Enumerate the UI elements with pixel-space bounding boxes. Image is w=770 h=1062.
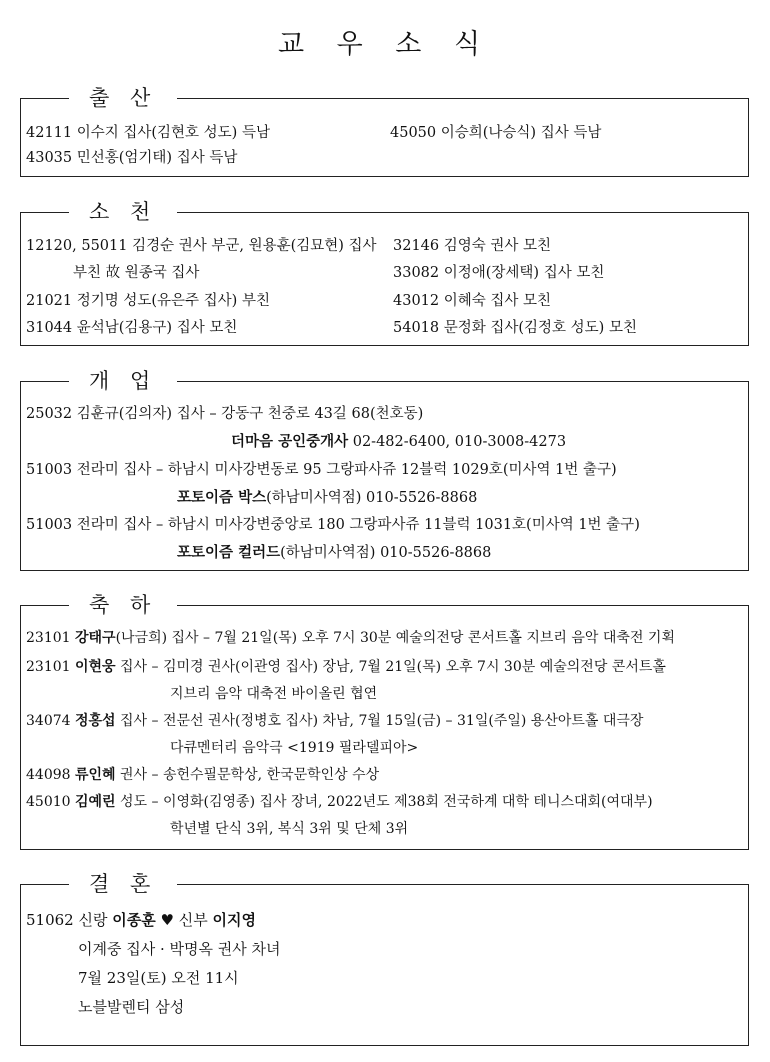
member-name: 이현웅 — [75, 659, 116, 675]
congrats-text: 권사 – 송헌수필문학상, 한국문학인상 수상 — [115, 767, 380, 783]
congrats-continuation: 다큐멘터리 음악극 <1919 필라델피아> — [170, 740, 419, 756]
congrats-continuation: 학년별 단식 3위, 복식 3위 및 단체 3위 — [170, 821, 409, 837]
wedding-datetime: 7월 23일(토) 오전 11시 — [78, 969, 239, 987]
member-name: 강태구 — [75, 630, 116, 646]
business-phone: (하남미사역점) 010-5526-8868 — [280, 545, 492, 561]
death-item: 33082 이정애(장세택) 집사 모친 — [393, 265, 605, 281]
wedding-heading: 결 혼 — [69, 869, 177, 899]
birth-item: 42111 이수지 집사(김현호 성도) 득남 — [26, 125, 270, 141]
death-item: 31044 윤석남(김용구) 집사 모친 — [26, 320, 238, 336]
birth-heading: 출 산 — [69, 83, 177, 113]
opening-business — [177, 486, 477, 507]
opening-item: 25032 김훈규(김의자) 집사 – 강동구 천중로 43길 68(천호동) — [26, 406, 424, 422]
congrats-continuation: 지브리 음악 대축전 바이올린 협연 — [170, 686, 378, 702]
business-phone: 02-482-6400, 010-3008-4273 — [348, 434, 567, 450]
member-code: 23101 — [26, 659, 75, 675]
member-name: 정홍섭 — [75, 713, 116, 729]
congrats-section — [20, 593, 749, 850]
birth-item: 43035 민선홍(엄기태) 집사 득남 — [26, 150, 238, 166]
member-code: 45010 — [26, 794, 75, 810]
congrats-text: 성도 – 이영화(김영종) 집사 장녀, 2022년도 제38회 전국하계 대학 테니스대회(여대부) — [115, 794, 653, 810]
death-item: 부친 故 원종국 집사 — [73, 265, 200, 281]
heart-icon: ♥ — [160, 911, 174, 929]
groom-name: 이종훈 — [112, 911, 156, 929]
birth-section — [20, 86, 749, 177]
congrats-item — [26, 656, 666, 676]
congrats-item — [26, 627, 675, 647]
wedding-couple — [26, 909, 256, 930]
congrats-item — [26, 710, 643, 730]
opening-heading: 개 업 — [69, 366, 177, 396]
opening-section — [20, 369, 749, 571]
member-code: 34074 — [26, 713, 75, 729]
member-name: 김예린 — [75, 794, 116, 810]
member-code: 51062 — [26, 911, 79, 929]
opening-business — [177, 541, 491, 562]
opening-item: 51003 전라미 집사 – 하남시 미사강변중앙로 180 그랑파사쥬 11블럭 1031호(미사역 1번 출구) — [26, 517, 640, 533]
death-item: 43012 이혜숙 집사 모친 — [393, 293, 552, 309]
member-code: 44098 — [26, 767, 75, 783]
congrats-text: 집사 – 전문선 권사(정병호 집사) 차남, 7월 15일(금) – 31일(주일) 용산아트홀 대극장 — [115, 713, 644, 729]
congrats-text: 집사 – 김미경 권사(이관영 집사) 장남, 7월 21일(목) 오후 7시 30분 예술의전당 콘서트홀 — [115, 659, 666, 675]
business-name: 더마음 공인중개사 — [231, 433, 349, 450]
death-item: 32146 김영숙 권사 모친 — [393, 238, 552, 254]
page-title: 교 우 소 식 — [277, 29, 493, 60]
congrats-heading: 축 하 — [69, 590, 177, 620]
death-item: 12120, 55011 김경순 권사 부군, 원용훈(김묘현) 집사 — [26, 238, 377, 254]
opening-item: 51003 전라미 집사 – 하남시 미사강변동로 95 그랑파사쥬 12블럭 1029호(미사역 1번 출구) — [26, 462, 617, 478]
congrats-item — [26, 764, 379, 784]
death-item: 54018 문정화 집사(김정호 성도) 모친 — [393, 320, 637, 336]
business-name: 포토이즘 박스 — [177, 489, 267, 506]
death-heading: 소 천 — [69, 197, 177, 227]
wedding-parents: 이계중 집사 · 박명옥 권사 차녀 — [78, 940, 281, 958]
business-phone: (하남미사역점) 010-5526-8868 — [266, 490, 478, 506]
congrats-text: (나금희) 집사 – 7월 21일(목) 오후 7시 30분 예술의전당 콘서트홀 지브리 음악 대축전 기획 — [115, 630, 675, 646]
member-code: 23101 — [26, 630, 75, 646]
opening-business — [231, 430, 566, 451]
wedding-section — [20, 872, 749, 1046]
death-section — [20, 200, 749, 346]
bride-label: 신부 — [173, 911, 213, 929]
death-item: 21021 정기명 성도(유은주 집사) 부친 — [26, 293, 270, 309]
bride-name: 이지영 — [212, 911, 256, 929]
groom-label: 신랑 — [78, 911, 113, 929]
business-name: 포토이즘 컬러드 — [177, 544, 281, 561]
wedding-venue: 노블발렌티 삼성 — [78, 998, 185, 1016]
member-name: 류인혜 — [75, 767, 116, 783]
congrats-item — [26, 791, 653, 811]
birth-item: 45050 이승희(나승식) 집사 득남 — [390, 125, 602, 141]
